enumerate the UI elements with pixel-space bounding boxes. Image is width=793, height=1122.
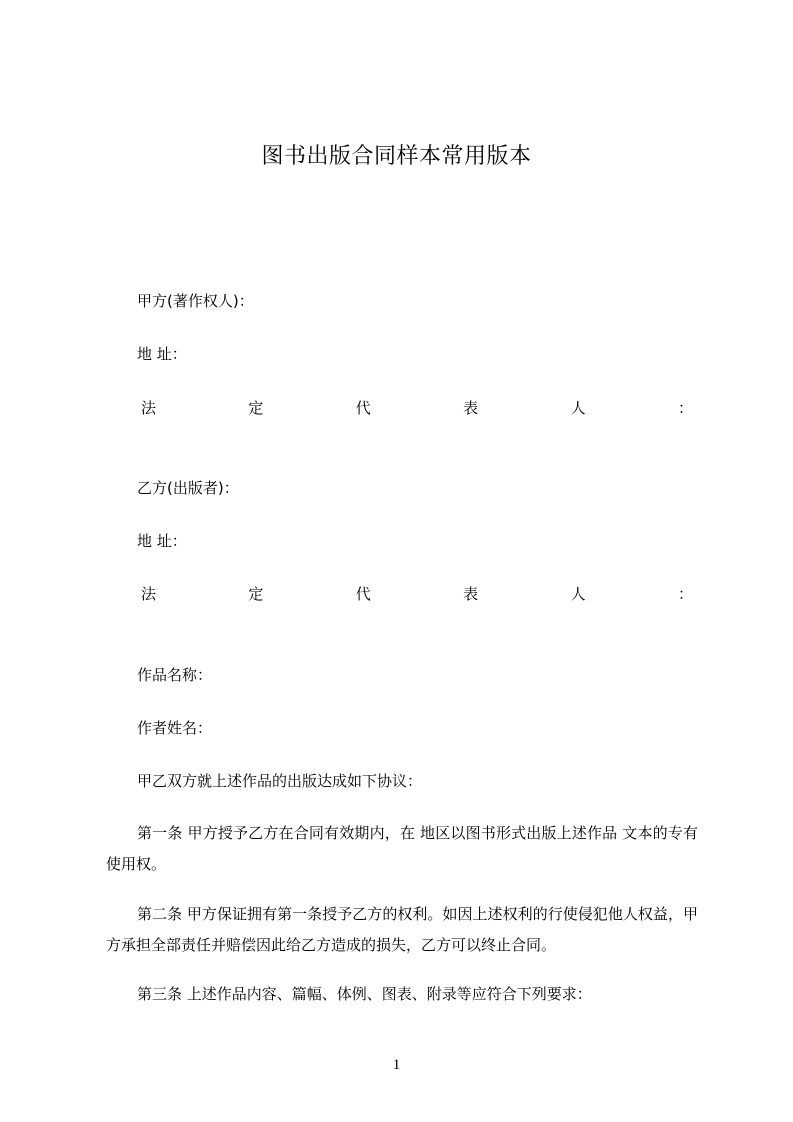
rep-char: 法 (141, 585, 157, 603)
work-name-label: 作品名称： (137, 666, 213, 684)
article-1: 第一条 甲方授予乙方在合同有效期内，在 地区以图书形式出版上述作品 文本的专有使用权。 (106, 824, 698, 873)
rep-char: ： (677, 399, 693, 417)
document-title: 图书出版合同样本常用版本 (261, 144, 532, 169)
rep-char: 人 (570, 585, 586, 603)
rep-char: 代 (355, 399, 371, 417)
party-b-legal-representative-label (141, 584, 693, 604)
agreement-intro: 甲乙双方就上述作品的出版达成如下协议： (137, 772, 423, 790)
author-name-label: 作者姓名： (137, 719, 213, 737)
rep-char: 定 (248, 585, 264, 603)
party-b-label: 乙方(出版者)： (137, 479, 239, 497)
page-number: 1 (392, 1057, 401, 1073)
rep-char: 代 (355, 585, 371, 603)
rep-char: 定 (248, 399, 264, 417)
article-2: 第二条 甲方保证拥有第一条授予乙方的权利。如因上述权利的行使侵犯他人权益，甲方承担全部责任并赔偿因此给乙方造成的损失，乙方可以终止合同。 (106, 905, 698, 954)
rep-char: ： (677, 585, 693, 603)
party-a-legal-representative-label (141, 398, 693, 418)
rep-char: 表 (463, 585, 479, 603)
rep-char: 法 (141, 399, 157, 417)
rep-char: 人 (570, 399, 586, 417)
party-a-address-label: 地 址： (137, 345, 187, 363)
rep-char: 表 (463, 399, 479, 417)
article-3: 第三条 上述作品内容、篇幅、体例、图表、附录等应符合下列要求： (137, 985, 592, 1003)
party-a-label: 甲方(著作权人)： (137, 292, 254, 310)
party-b-address-label: 地 址： (137, 532, 187, 550)
